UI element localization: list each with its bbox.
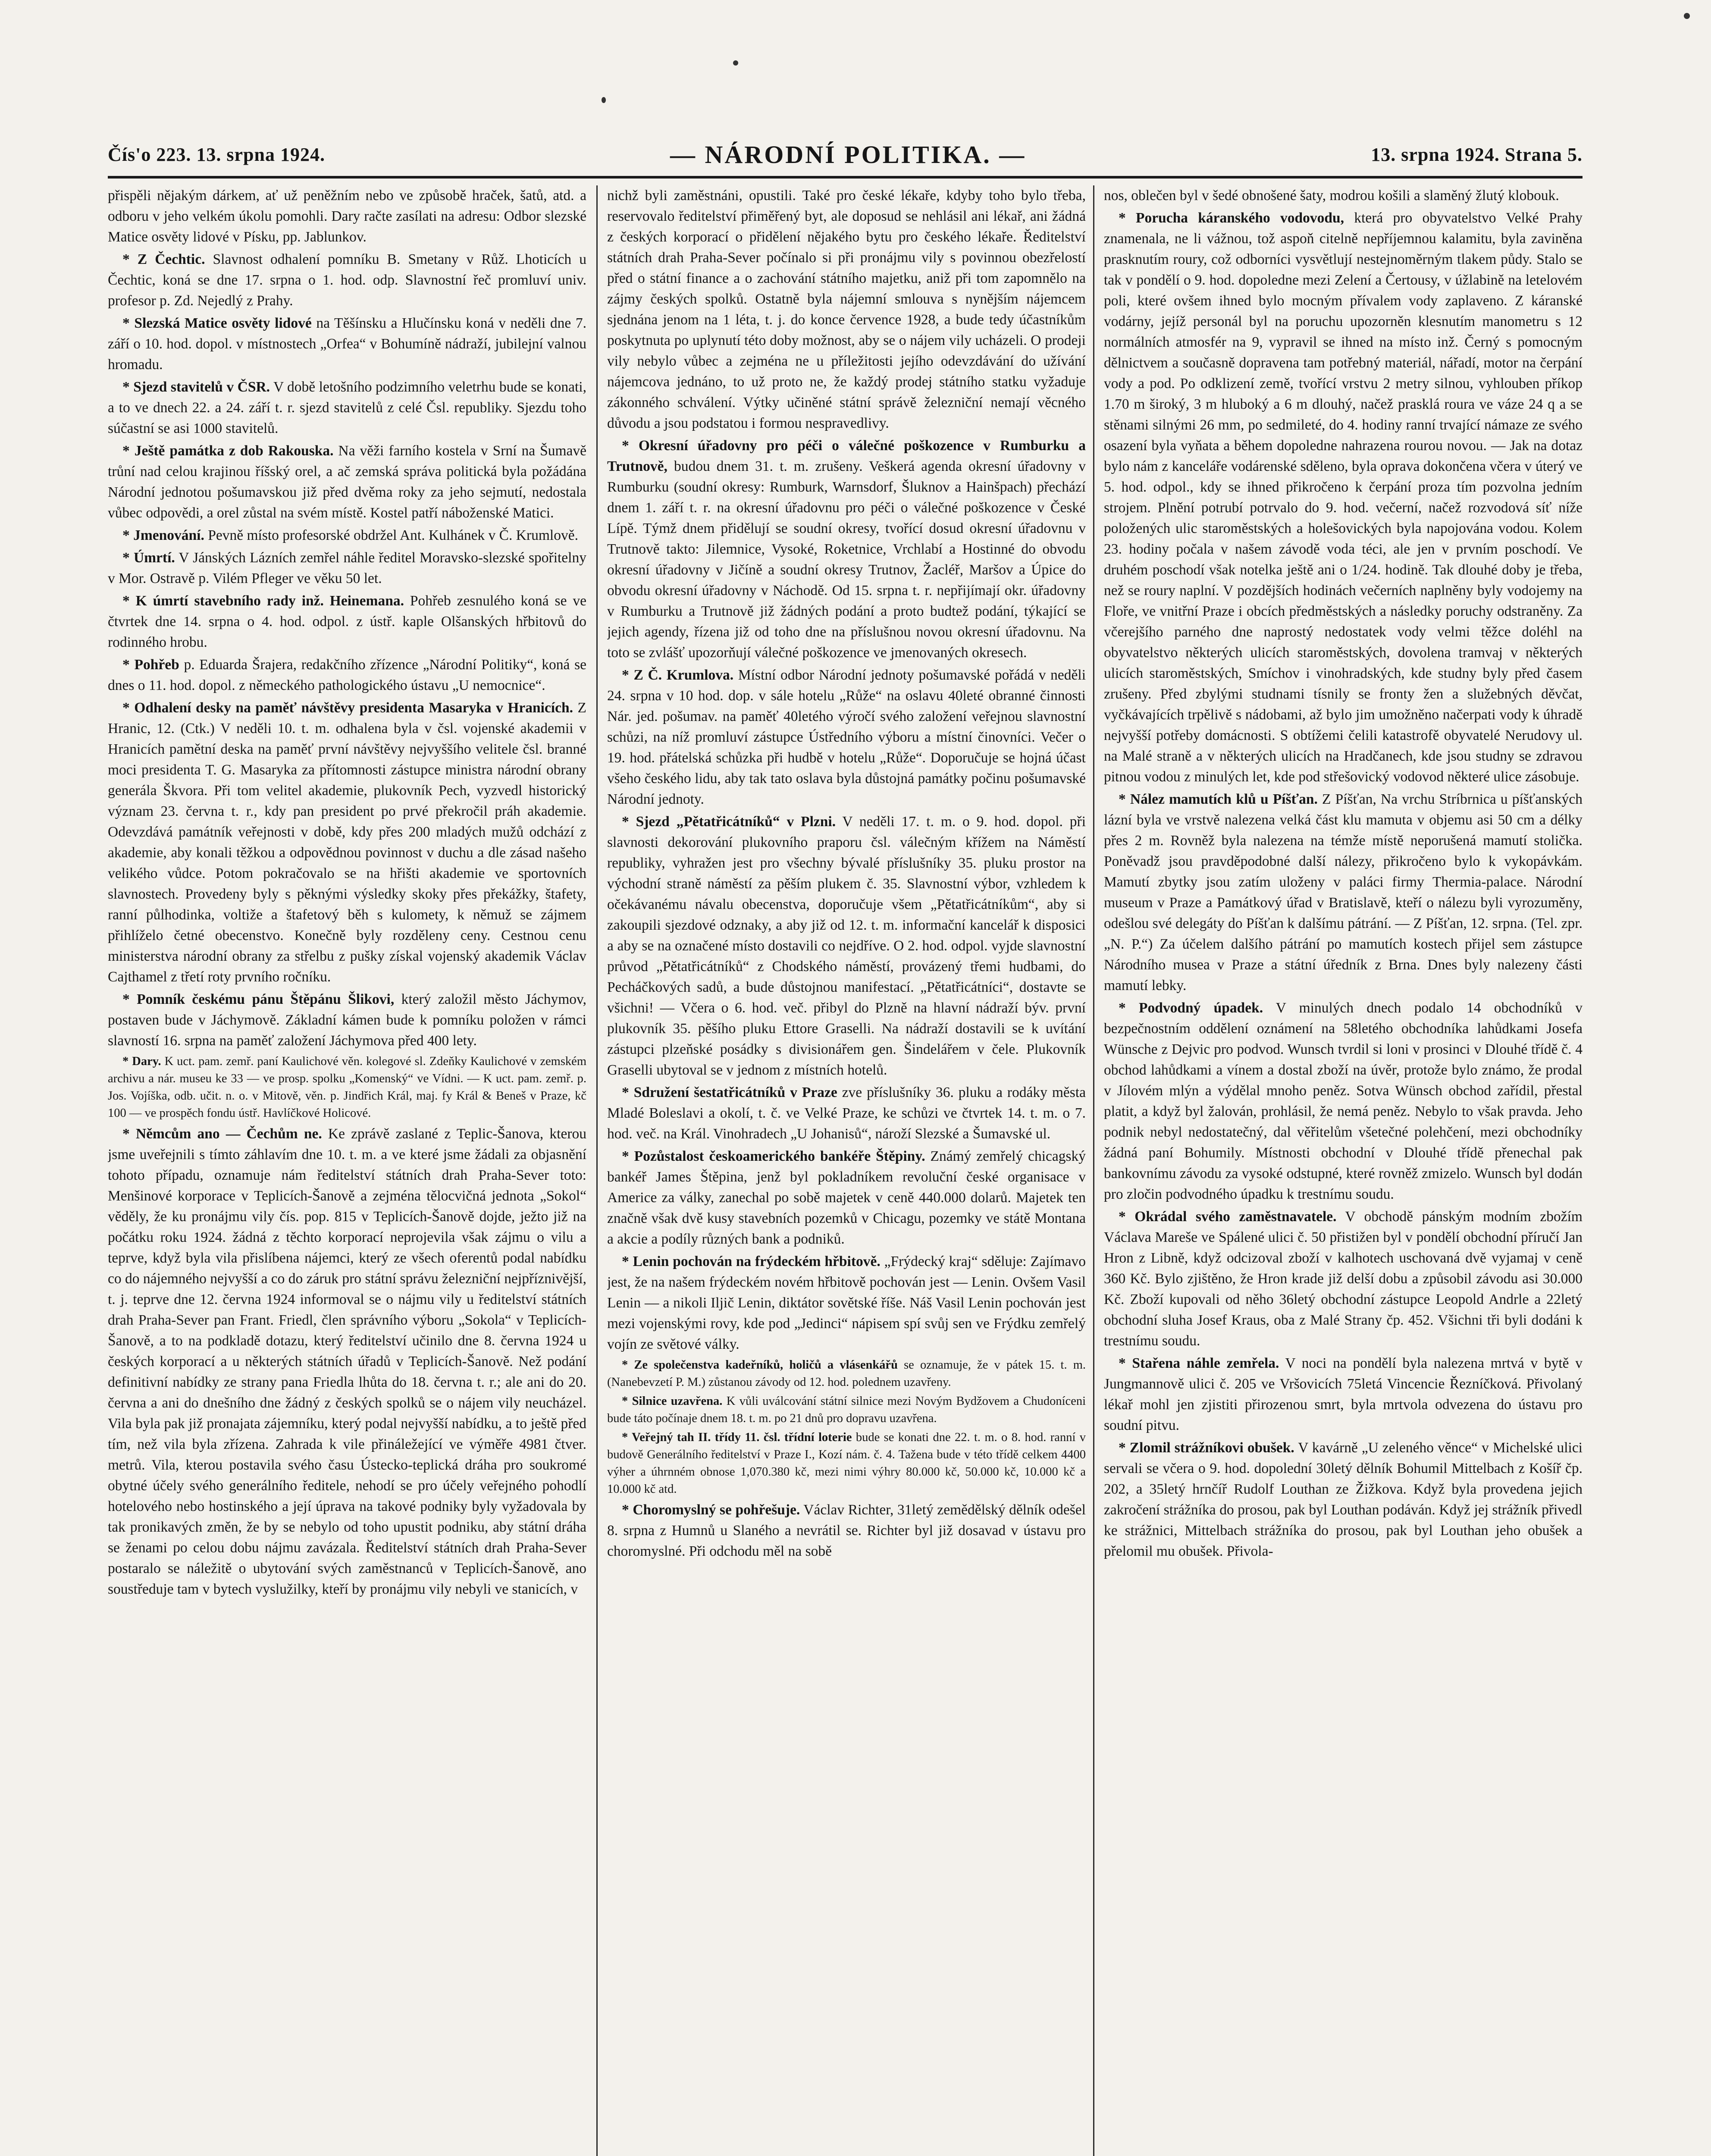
article <box>108 249 586 311</box>
article <box>607 1082 1086 1144</box>
article-headline: * Stařena náhle zemřela. <box>1119 1355 1279 1371</box>
article-text: V neděli 17. t. m. o 9. hod. dopol. při slavnosti dekorování plukovního praporu čsl. válečným křížem na Náměstí republiky, vyhražen jest pro všechny bývalé příslušníky 35. pluku prostor na východní straně náměstí za pěším plukem č. 35. Slavnostní výbor, vzhledem k očekávanému návalu obecenstva, doporučuje všem „Pětatřicátníkům“, aby si zakoupili sjezdové odznaky, a aby již od 12. t. m. informační kancelář k disposici a aby se na označené místo dostavili co nejdříve. O 2. hod. odpol. vyjde slavnostní průvod „Pětatřicátníků“ z Chodského náměstí, provázený třemi hudbami, do Pecháčkových sadů, a bude důstojnou manifestací. „Pětatřicátníci“, dostavte se všichni! — Včera o 6. hod. več. přibyl do Plzně na hlavní nádraží býv. první plukovník 35. pěšího pluku Ettore Graselli. Na nádraží dostavili se k uvítání zástupci plzeňské posádky s divisionářem gen. Šindelářem v čele. Plukovník Graselli ubytoval se v jednom z místních hotelů. <box>607 814 1086 1078</box>
article-text: se oznamuje, že v pátek 15. t. m. (Nanebevzetí P. M.) zůstanou závody od 12. hod. polednem uzavřeny. <box>607 1358 1086 1389</box>
column-3 <box>1104 185 1583 2156</box>
column-divider <box>596 185 598 2156</box>
article-headline: * Nález mamutích klů u Píšťan. <box>1119 791 1318 807</box>
article-headline: * Slezská Matice osvěty lidové <box>122 315 312 331</box>
article <box>108 591 586 653</box>
article <box>1104 1206 1583 1351</box>
issue-date: Čís'o 223. 13. srpna 1924. <box>108 144 325 165</box>
article <box>108 655 586 696</box>
article-text: Známý zemřelý chicagský bankéř James Štěpina, jenž byl pokladníkem revoluční české organisace v Americe za války, zanechal po sobě majetek v ceně 440.000 dolarů. Majetek ten značně však dvě kusy stavebních pozemků v Chicagu, pozemky ve státě Montana a akcie a podíly různých bank a podniků. <box>607 1148 1086 1247</box>
article-text: Ke zprávě zaslané z Teplic-Šanova, kterou jsme uveřejnili s tímto záhlavím dne 10. t. m. a ve které jsme žádali za objasnění tohoto případu, oznamuje nám ředitelství státních drah Praha-Sever toto: Menšinové korporace v Teplicích-Šanově a zejména tělocvičná jednota „Sokol“ věděly, že ku pronájmu vily čís. pop. 815 v Teplicích-Šanově dojde, ježto již na počátku roku 1924. žádná z těchto korporací neprojevila však zájmu o vilu a teprve, když byla vila přislíbena nájemci, který ze všech oferentů podal nabídku co do nájemného nejvyšší a co do záruk pro státní správu železniční nejpříznivější, t. j. teprve dne 12. června 1924 informoval se o nájmu vily u ředitelství státních drah Praha-Sever pan Frant. Friedl, člen správního výboru „Sokola“ v Teplicích-Šanově, a to na podkladě dotazu, který ředitelství učinilo dne 8. června 1924 u českých korporací a u některých státních úřadů v Teplicích-Šanově. Než podání definitivní nabídky ze strany pana Friedla lhůta do 18. června t. r.; ale ani do 20. června a ani do dnešního dne žádný z českých spolků se o nájem vily neucházel. Vila byla pak již pronajata zájemníku, který podal nejvyšší nabídku, a to ještě před tím, než vila byla zřízena. Zahrada k vile přináležející ve výměře 4981 čtver. metrů. Vila, kterou postavila svého času Ústecko-teplická dráha pro soukromé obytné účely svého generálního ředitele, nehodí se pro účely veřejného pohodlí hotelového nebo hostinského a její úprava na takové podniky byly vyžadovala by tak pronikavých změn, že by se nebylo od toho upustit podniku, aby státní dráha se ženami po celou dobu nájmu zavázala. Ředitelství státních drah Praha-Sever postaralo se náležitě o ubytování svých zaměstnanců v Teplicích-Šanově, ano soustředuje tam v bytech vyslužilky, kteří by pronájmu vily nebyli ve stanicích, v <box>108 1126 586 1597</box>
article-text: K vůli uválcování státní silnice mezi Novým Bydžovem a Chudoníceni bude táto počínaje dnem 18. t. m. po 21 dnů pro dopravu uzavřena. <box>607 1395 1086 1425</box>
masthead <box>108 137 1583 172</box>
article-text: „Frýdecký kraj“ sděluje: Zajímavo jest, že na našem frýdeckém novém hřbitově pochován jest — Lenin. Ovšem Vasil Lenin — a nikoli Iljič Lenin, diktátor sovětské říše. Náš Vasil Lenin pochován jest mezi vojenskými rovy, kde pod „Jedinci“ nápisem spí svůj sen ve Frýdku zemřelý vojín ze světové války. <box>607 1253 1086 1352</box>
article <box>108 377 586 439</box>
article <box>108 1053 586 1122</box>
article-headline: * Silnice uzavřena. <box>622 1395 723 1408</box>
article-headline: * Němcům ano — Čechům ne. <box>122 1126 322 1142</box>
column-divider <box>1093 185 1094 2156</box>
newspaper-title: — NÁRODNÍ POLITIKA. — <box>670 140 1026 169</box>
article <box>1104 208 1583 787</box>
article-text: V obchodě pánským modním zbožím Václava Mareše ve Spálené ulici č. 50 přistižen byl v pondělí obchodní příručí Jan Hron z Libně, když odcizoval zboží v kalhotech uschovaná dvě vyjamaj v ceně 360 Kč. Bylo zjištěno, že Hron krade již delší dobu a způsobil závodu asi 30.000 Kč. Zboží kupovali od něho 36letý obchodní zástupce Leopold Andrle a 22letý obchodní sluha Josef Kraus, oba z Malé Strany čp. 452. Všichni tři byli dodáni k trestnímu soudu. <box>1104 1209 1583 1349</box>
scan-speck <box>1684 13 1690 19</box>
article <box>607 1500 1086 1562</box>
article <box>1104 1438 1583 1562</box>
article-headline: * Ze společenstva kadeřníků, holičů a vlásenkářů <box>622 1358 898 1372</box>
article <box>607 436 1086 663</box>
article <box>607 665 1086 810</box>
article-headline: * Okresní úřadovny pro péči o válečné poškozence v Rumburku a Trutnově, <box>607 438 1086 474</box>
article <box>607 1429 1086 1498</box>
article-text: V noci na pondělí byla nalezena mrtvá v bytě v Jungmannově ulici č. 205 ve Vršovicích 75letá Vincencie Řezníčková. Přivolaný lékař mohl jen zjistiti přirozenou smrt, byla mrtvola odvezena do ústavu pro soudní pitvu. <box>1104 1355 1583 1433</box>
article-text: který založil město Jáchymov, postaven bude v Jáchymově. Základní kámen bude k pomníku položen v rámci slavností 16. srpna na paměť založení Jáchymova před 400 lety. <box>108 991 586 1049</box>
article-headline: * Podvodný úpadek. <box>1119 1000 1263 1016</box>
page-number: 13. srpna 1924. Strana 5. <box>1371 144 1583 165</box>
article-text: Pohřeb zesnulého koná se ve čtvrtek dne 14. srpna o 4. hod. odpol. z ústř. kaple Olšanských hřbitovů do rodinného hrobu. <box>108 593 586 650</box>
article <box>607 1357 1086 1391</box>
article <box>1104 998 1583 1205</box>
article <box>108 698 586 987</box>
article-headline: * Úmrtí. <box>122 550 175 566</box>
article-text: zve příslušníky 36. pluku a rodáky města Mladé Boleslavi a okolí, t. č. ve Velké Praze, ke schůzi ve čtvrtek 14. t. m. o 7. hod. več. na Král. Vinohradech „U Johanisů“, nároží Slezské a Šumavské ul. <box>607 1084 1086 1142</box>
article-headline: * Pohřeb <box>122 657 179 673</box>
column-2 <box>607 185 1086 2156</box>
article-headline: * Ještě památka z dob Rakouska. <box>122 443 334 459</box>
article-text: Václav Richter, 31letý zemědělský dělník odešel 8. srpna z Humnů u Slaného a nevrátil se. Richter byl již dosavad v ústavu pro choromyslné. Při odchodu měl na sobě <box>607 1502 1086 1559</box>
article-headline: * Odhalení desky na paměť návštěvy presidenta Masaryka v Hranicích. <box>122 700 573 716</box>
article <box>108 989 586 1051</box>
article-text: Slavnost odhalení pomníku B. Smetany v Růž. Lhoticích u Čechtic, koná se dne 17. srpna o 1. hod. odp. Slavnostní řeč promluví univ. profesor p. Zd. Nejedlý z Prahy. <box>108 251 586 309</box>
article-headline: * Okrádal svého zaměstnavatele. <box>1119 1209 1337 1225</box>
article-text: přispěli nějakým dárkem, ať už peněžním nebo ve způsobě hraček, šatů, atd. a odboru v jeho velkém úkolu pomohli. Dary račte zasílati na adresu: Odbor slezské Matice osvěty lidové v Písku, pp. Jablunkov. <box>108 188 586 245</box>
article-headline: * Dary. <box>122 1055 161 1068</box>
article-headline: * Veřejný tah II. třídy 11. čsl. třídní loterie <box>622 1431 852 1444</box>
article-headline: * Zlomil strážníkovi obušek. <box>1119 1440 1294 1456</box>
article-headline: * Pomník českému pánu Štěpánu Šlikovi, <box>122 991 395 1007</box>
article-text: která pro obyvatelstvo Velké Prahy znamenala, ne li vážnou, tož aspoň citelně nepříjemnou kalamitu, byla zaviněna prasknutím roury, což odborníci vysvětlují nestejnoměrným tlakem půdy. Stalo se tak v pondělí o 9. hod. dopoledne mezi Zelení a Čertousy, v úžlabině na letelovém poli, které ovšem ihned bylo mocným přívalem vody zaplaveno. Z káranské vodárny, jejíž personál byl na poruchu upozorněn klesnutím manometru s 12 normálních atmosfér na 9, vypravil se ihned na místo inž. Černý s pomocným dělnictvem a současně dopravena tam potřebný materiál, nářadí, motor na čerpání vody a pod. Po odklizení země, tvořící vrstvu 2 metry silnou, vyhlouben příkop 1.70 m široký, 3 m hluboký a 6 m dlouhý, načež prasklá roura ve váze 24 q a se stěnami silnými 26 mm, po sedmileté, do 4. hodiny ranní trvající námaze ze svého osazení byla vyňata a během dopoledne nahrazena rourou novou. — Jak na dotaz bylo nám z kanceláře vodárenské sděleno, byla oprava dokončena včera v úterý ve 5. hod. odpol., kdy se ihned přikročeno k čerpání proza tím pozvolna jedním strojem. Plnění potrubí potrvalo do 9. hod. večerní, načež rozvodová síť níže položených ulic staroměstských a holešovických byla napojována vodou. Kolem 23. hodiny počala v našem závodě voda téci, ale jen v prvním poschodí. Ve druhém poschodí však notelka ještě ani o 1/24. hodině. Tak dlouhé doby je třeba, než se roury naplní. V pozdějších hodinách večerních naplněny byly vodojemy na Floře, ve vnitřní Praze i obcích předměstských a následky poruchy odstraněny. Za včerejšího parného dne naprostý nedostatek vody velmi těžce doléhl na obyvatelstvo některých ulicích staroměstských, dovolena tramvaj v některých ulicích staroměstských, Smíchov i vinohradských, kde studny byly před časem zrušeny. Před zbylými studnami tísnily se fronty žen a služebných děvčat, vyčkávajících trpělivě s nádobami, až bylo jim umožněno načerpati vody k úhradě nejvyšší potřeby domácnosti. S obtížemi čelili katastrofě obyvatelé Nerudovy ul. na Malé straně a v některých ulicích na Hradčanech, kde jsou studny se zdravou pitnou vodou z minulých let, kde pod střešovický vodovod některé ulice zásobuje. <box>1104 210 1583 785</box>
article <box>108 548 586 589</box>
article-text: Místní odbor Národní jednoty pošumavské pořádá v neděli 24. srpna v 10 hod. dop. v sále hotelu „Růže“ na oslavu 40leté obranné činnosti Nár. jed. pošumav. na paměť 40letého výročí svého založení veřejnou slavnostní schůzi, na níž promluví zástupce Ústředního výboru a místní činovníci. Večer o 19. hod. přátelská schůzka při hudbě v hotelu „Růže“. Doporučuje se hojná účast všeho českého lidu, aby tak tato oslava byla důstojná památky počinu pošumavské Národní jednoty. <box>607 667 1086 807</box>
article-headline: * Sjezd stavitelů v ČSR. <box>122 379 270 395</box>
header-rule <box>108 176 1583 179</box>
article-headline: * Z Čechtic. <box>122 251 205 267</box>
article <box>607 1251 1086 1355</box>
article <box>607 812 1086 1081</box>
article-text: V době letošního podzimního veletrhu bude se konati, a to ve dnech 22. a 24. září t. r. sjezd stavitelů z celé Čsl. republiky. Sjezdu toho súčastní se asi 1000 stavitelů. <box>108 379 586 436</box>
article <box>1104 789 1583 996</box>
article-headline: * Choromyslný se pohřešuje. <box>622 1502 800 1518</box>
article-text: V Jánských Lázních zemřel náhle ředitel Moravsko-slezské spořitelny v Mor. Ostravě p. Vilém Pfleger ve věku 50 let. <box>108 550 586 586</box>
article <box>1104 1353 1583 1436</box>
article-headline: * Porucha káranského vodovodu, <box>1119 210 1344 226</box>
article <box>607 1146 1086 1250</box>
article <box>108 525 586 546</box>
article-text: nos, oblečen byl v šedé obnošené šaty, modrou košili a slaměný žlutý klobouk. <box>1104 188 1559 204</box>
article-headline: * Z Č. Krumlova. <box>622 667 734 683</box>
article-text: V minulých dnech podalo 14 obchodníků v bezpečnostním oddělení oznámení na 58letého obchodníka lahůdkami Josefa Wünsche z Dejvic pro podvod. Wunsch tvrdil si loni v prosinci v Dlouhé třídě č. 4 obchod lahůdkami a vínem a dostal zboží na úvěr, protože bylo známo, že prodal v Jílovém mlýn a výdělal mnoho peněz. Sotva Wünsch obchod zařídil, přestal platit, a když byl žalován, prohlásil, že nemá peněz. Nebylo to však pravda. Jeho podnik nebyl nedostatečný, dal věřitelům všetečné polehčení, mezi obchodníky žádná paní Bohumily. Místnosti obchodní v Dlouhé třídě přenechal pak bankovnímu závodu za vysoké odstupné, které rovněž zmizelo. Wunsch byl dodán pro zločin podvodného úpadku k trestnímu soudu. <box>1104 1000 1583 1202</box>
article <box>108 1124 586 1600</box>
article-text: Z Píšťan, Na vrchu Stríbrnica u píšťanských lázní byla ve vrstvě nalezena velká část klu mamuta v objemu asi 50 cm a délky přes 2 m. Rovněž byla nalezena na témže místě neporušená mamutí stolička. Poněvadž jsou pravděpodobné další nálezy, přikročeno bylo k vykopávkám. Mamutí zbytky jsou zatím uloženy v paláci firmy Thermia-palace. Národní museum v Praze a Památkový úřad v Bratislavě, kteří o nálezu byli vyrozuměny, odešlou své delegáty do Píšťan k dalšímu pátrání. — Z Píšťan, 12. srpna. (Tel. zpr. „N. P.“) Za účelem dalšího pátrání po mamutích kostech přijel sem zástupce Národního musea v Praze a státní úředník z Brna. Dnes byly nalezeny části mamutí lebky. <box>1104 791 1583 993</box>
article-text: Na věži farního kostela v Srní na Šumavě trůní nad celou krajinou říšský orel, a ač zemská správa politická byla požádána Národní jednotou pošumavskou již před dvěma roky za jeho sejmutí, nedostala vůbec odpovědi, a orel zůstal na svém místě. Kostel patří náboženské Matici. <box>108 443 586 521</box>
article-text: bude se konati dne 22. t. m. o 8. hod. ranní v budově Generálního ředitelství v Praze I., Kozí nám. č. 4. Tažena bude v této třídě celkem 4400 výher a úhrnném obnose 1,070.380 kč, mezi nimi výhry 80.000 kč, 50.000 kč, 10.000 kč a 10.000 kč atd. <box>607 1431 1086 1496</box>
scan-speck <box>602 97 606 103</box>
article-text: K uct. pam. zemř. paní Kaulichové věn. kolegové sl. Zdeňky Kaulichové v zemském archivu a nár. museu ke 33 — ve prosp. spolku „Komenský“ ve Vídni. — K uct. pam. zemř. p. Jos. Vojíška, odb. učit. n. o. v Mitově, věn. p. Jindřich Král, maj. fy Král & Beneš v Praze, kč 100 — ve prospěch fondu ústř. Havlíčkové Holicové. <box>108 1055 586 1120</box>
article-text: p. Eduarda Šrajera, redakčního zřízence „Národní Politiky“, koná se dnes o 11. hod. dopol. z německého pathologického ústavu „U nemocnice“. <box>108 657 586 693</box>
article-text: Pevně místo profesorské obdržel Ant. Kulhánek v Č. Krumlově. <box>208 527 578 543</box>
article-headline: * Sjezd „Pětatřicátníků“ v Plzni. <box>622 814 836 830</box>
article-text: V kavárně „U zeleného věnce“ v Michelské ulici servali se včera o 9. hod. dopolední 30letý dělník Bohumil Mittelbach z Košíř čp. 202, a 35letý hrnčíř Rudolf Louthan ze Žižkova. Když byla provedena jejich zakročení strážníka do prosou, pak byl Louthan podáván. Když jej strážník přivedl ke strážnici, Mittelbach strážníka do prosou, pak byl Louthan jeho obušek a přelomil mu obušek. Přivola- <box>1104 1440 1583 1559</box>
article-text: na Těšínsku a Hlučínsku koná v neděli dne 7. září o 10. hod. dopol. v místnostech „Orfea“ v Bohumíně nádraží, jubilejní valnou hromadu. <box>108 315 586 373</box>
article-headline: * K úmrtí stavebního rady inž. Heinemana. <box>122 593 404 609</box>
article-headline: * Pozůstalost českoamerického bankéře Štěpiny. <box>622 1148 925 1164</box>
article-text: nichž byli zaměstnáni, opustili. Také pro české lékaře, kdyby toho bylo třeba, reservovalo ředitelství přiměřený byt, ale doposud se nehlásil ani lékař, ani žádná z českých korporací o přidělení nějakého bytu pro českého lékaře. Ředitelství státních drah Praha-Sever počínalo si při pronájmu vily s povinnou obezřelostí před o státní finance a o zachování státního majetku, aniž při tom zapomnělo na zájmy českých spolků. Ostatně byla nájemní smlouva s nynějším nájemcem sjednána jenom na 1 léta, t. j. do konce července 1928, a bude tedy účastníkům poskytnuta po uplynutí této doby možnost, aby se o nájem vily ucházeli. O prodeji vily nebylo vůbec a zejména ne u příležitosti jejího odevzdávání do užívání nájemcova jednáno, to už proto ne, že každý prodej státního statku vyžaduje zákonného schválení. Výtky učiněné státní správě železniční nemají věcného důvodu a jsou podstatou i formou nespravedlivy. <box>607 188 1086 431</box>
article-headline: * Sdružení šestatřicátníků v Praze <box>622 1084 837 1100</box>
article-headline: * Jmenování. <box>122 527 204 543</box>
article <box>607 1393 1086 1427</box>
article <box>108 441 586 523</box>
article-text: budou dnem 31. t. m. zrušeny. Veškerá agenda okresní úřadovny v Rumburku (soudní okresy: Rumburk, Warnsdorf, Šluknov a Hainšpach) přechází dnem 1. září t. r. na okresní úřadovnu pro péči o válečné poškozence v České Lípě. Týmž dnem přidělují se soudní okresy, tvořící dosud okresní úřadovnu v Trutnově takto: Jilemnice, Vysoké, Roketnice, Vrchlabí a Hostinné do obvodu okresní úřadovny v Jičíně a soudní okresy Trutnov, Žacléř, Maršov a Úpice do obvodu okresní úřadovny v Náchodě. Od 15. srpna t. r. nepřijímají okr. úřadovny v Rumburku a Trutnově již žádných podání a proto budtež podání, týkající se jejich agendy, řízena již od toho dne na příslušnou novou okresní úřadovnu. Na toto se zvlášť upozorňují válečné poškozence ve jmenovaných okresech. <box>607 458 1086 661</box>
scan-speck <box>733 60 738 66</box>
column-1 <box>108 185 586 2156</box>
article-text: Z Hranic, 12. (Ctk.) V neděli 10. t. m. odhalena byla v čsl. vojenské akademii v Hranicích pamětní deska na paměť první návštěvy nejvyššího velitele čsl. branné moci presidenta T. G. Masaryka za přítomnosti zástupce ministra národní obrany generála Škvora. Při tom velitel akademie, plukovník Pech, vyzvedl historický význam 23. června t. r., kdy pan president po prvé překročil práh akademie. Odevzdává památník veřejnosti v době, kdy přes 200 mladých mužů odchází z akademie, aby konali těžkou a odpovědnou povinnost v duchu a dle zásad našeho velikého vůdce. Potom pokračovalo se na hřišti akademie ve sportovních slavnostech. Provedeny byly s pěknými výsledky skoky přes překážky, štafety, ranní půlhodinka, voltiže a štafetový běh s kulomety, k němuž se zájmem přihlíželo četné obecenstvo. Konečně byly rozděleny ceny. Cestnou cenu ministerstva národní obrany za střelbu z pušky získal vojenský akademik Václav Cajthamel z třetí roty prvního ročníku. <box>108 700 586 985</box>
article <box>108 313 586 375</box>
article-headline: * Lenin pochován na frýdeckém hřbitově. <box>622 1253 881 1269</box>
